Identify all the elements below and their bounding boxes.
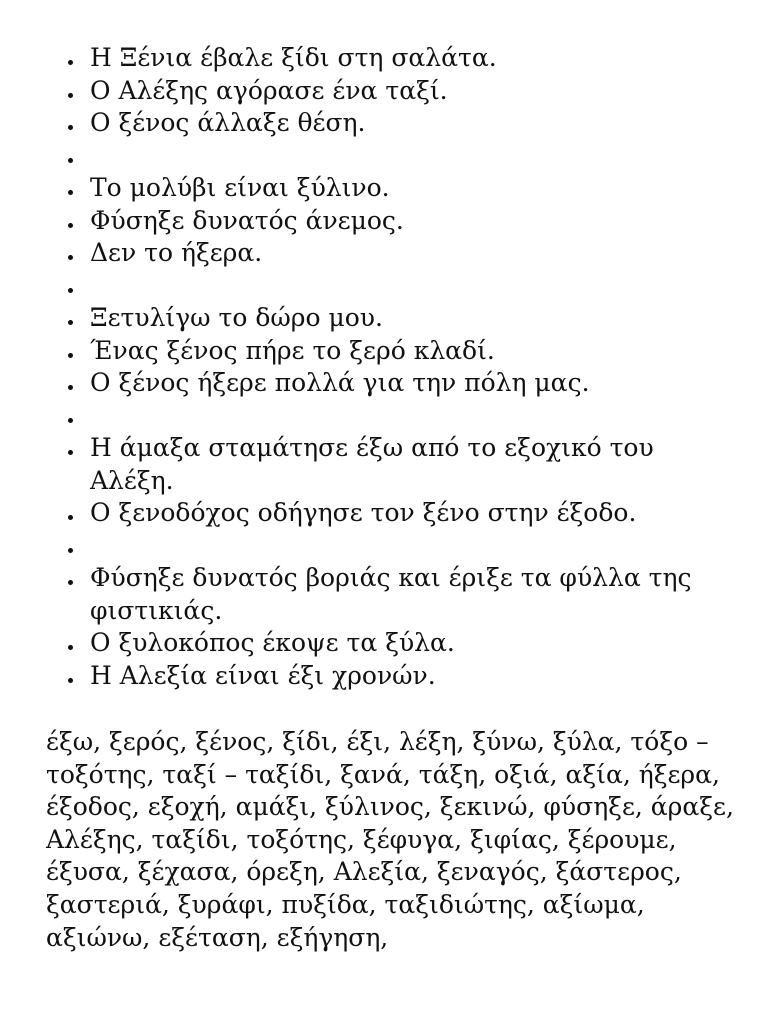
list-item: Ο ξένος άλλαξε θέση. xyxy=(62,107,722,140)
list-item xyxy=(62,530,722,563)
list-item: Ο ξένος ήξερε πολλά για την πόλη μας. xyxy=(62,367,722,400)
list-item: Ο ξενοδόχος οδήγησε τον ξένο στην έξοδο. xyxy=(62,497,722,530)
list-item: Το μολύβι είναι ξύλινο. xyxy=(62,172,722,205)
list-item: Η Αλεξία είναι έξι χρονών. xyxy=(62,660,722,693)
list-item: Φύσηξε δυνατός άνεμος. xyxy=(62,205,722,238)
list-item: Φύσηξε δυνατός βοριάς και έριξε τα φύλλα της φιστικιάς. xyxy=(62,562,722,627)
list-item xyxy=(62,140,722,173)
list-item: Η Ξένια έβαλε ξίδι στη σαλάτα. xyxy=(62,42,722,75)
list-item: Ο Αλέξης αγόρασε ένα ταξί. xyxy=(62,75,722,108)
word-list-paragraph: έξω, ξερός, ξένος, ξίδι, έξι, λέξη, ξύνω, ξύλα, τόξο – τοξότης, ταξί – ταξίδι, ξανά, τάξη, οξιά, αξία, ήξερα, έξοδος, εξοχή, αμάξι, ξύλινος, ξεκινώ, φύσηξε, άραξε, Αλέξης, ταξίδι, τοξότης, ξέφυγα, ξιφίας, ξέρουμε, έξυσα, ξέχασα, όρεξη, Αλεξία, ξεναγός, ξάστερος, ξαστεριά, ξυράφι, πυξίδα, ταξιδιώτης, αξίωμα, αξιώνω, εξέταση, εξήγηση, xyxy=(46,727,734,952)
list-item: Ένας ξένος πήρε το ξερό κλαδί. xyxy=(62,335,722,368)
sentence-list xyxy=(62,42,722,692)
list-item: Ο ξυλοκόπος έκοψε τα ξύλα. xyxy=(62,627,722,660)
list-item: Ξετυλίγω το δώρο μου. xyxy=(62,302,722,335)
list-item: Δεν το ήξερα. xyxy=(62,237,722,270)
list-item: Η άμαξα σταμάτησε έξω από το εξοχικό του Αλέξη. xyxy=(62,432,722,497)
list-item xyxy=(62,270,722,303)
list-item xyxy=(62,400,722,433)
